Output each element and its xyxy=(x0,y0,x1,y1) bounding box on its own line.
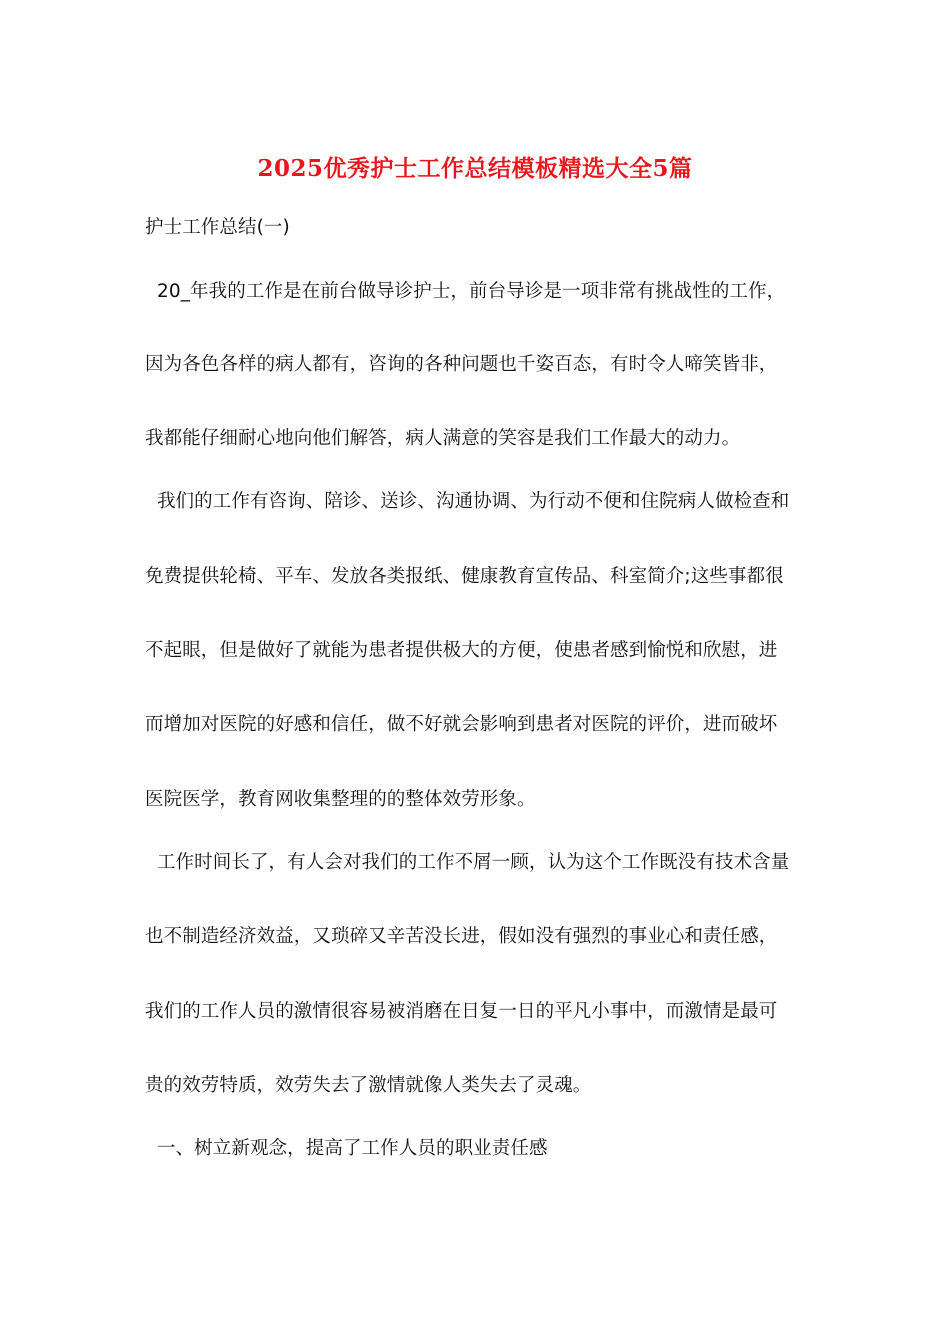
paragraph-line: 而增加对医院的好感和信任，做不好就会影响到患者对医院的评价，进而破坏 xyxy=(145,714,778,735)
paragraph-line: 20_年我的工作是在前台做导诊护士，前台导诊是一项非常有挑战性的工作， xyxy=(145,281,786,302)
paragraph-line: 免费提供轮椅、平车、发放各类报纸、健康教育宣传品、科室简介;这些事都很 xyxy=(145,566,784,587)
paragraph-line: 贵的效劳特质，效劳失去了激情就像人类失去了灵魂。 xyxy=(145,1075,592,1096)
paragraph-line: 我们的工作有咨询、陪诊、送诊、沟通协调、为行动不便和住院病人做检查和 xyxy=(145,491,790,512)
subsection-heading: 一、树立新观念，提高了工作人员的职业责任感 xyxy=(145,1138,548,1159)
paragraph-line: 不起眼，但是做好了就能为患者提供极大的方便，使患者感到愉悦和欣慰，进 xyxy=(145,640,778,661)
paragraph-line: 医院医学，教育网收集整理的的整体效劳形象。 xyxy=(145,789,536,810)
paragraph-line: 也不制造经济效益，又琐碎又辛苦没长进，假如没有强烈的事业心和责任感， xyxy=(145,926,778,947)
paragraph-line: 工作时间长了，有人会对我们的工作不屑一顾，认为这个工作既没有技术含量 xyxy=(145,852,790,873)
paragraph-line: 我们的工作人员的激情很容易被消磨在日复一日的平凡小事中，而激情是最可 xyxy=(145,1001,778,1022)
paragraph-line: 因为各色各样的病人都有，咨询的各种问题也千姿百态，有时令人啼笑皆非， xyxy=(145,354,778,375)
paragraph-line: 我都能仔细耐心地向他们解答，病人满意的笑容是我们工作最大的动力。 xyxy=(145,428,741,449)
document-title: 2025优秀护士工作总结模板精选大全5篇 xyxy=(257,155,693,182)
section-heading: 护士工作总结(一) xyxy=(145,217,290,238)
